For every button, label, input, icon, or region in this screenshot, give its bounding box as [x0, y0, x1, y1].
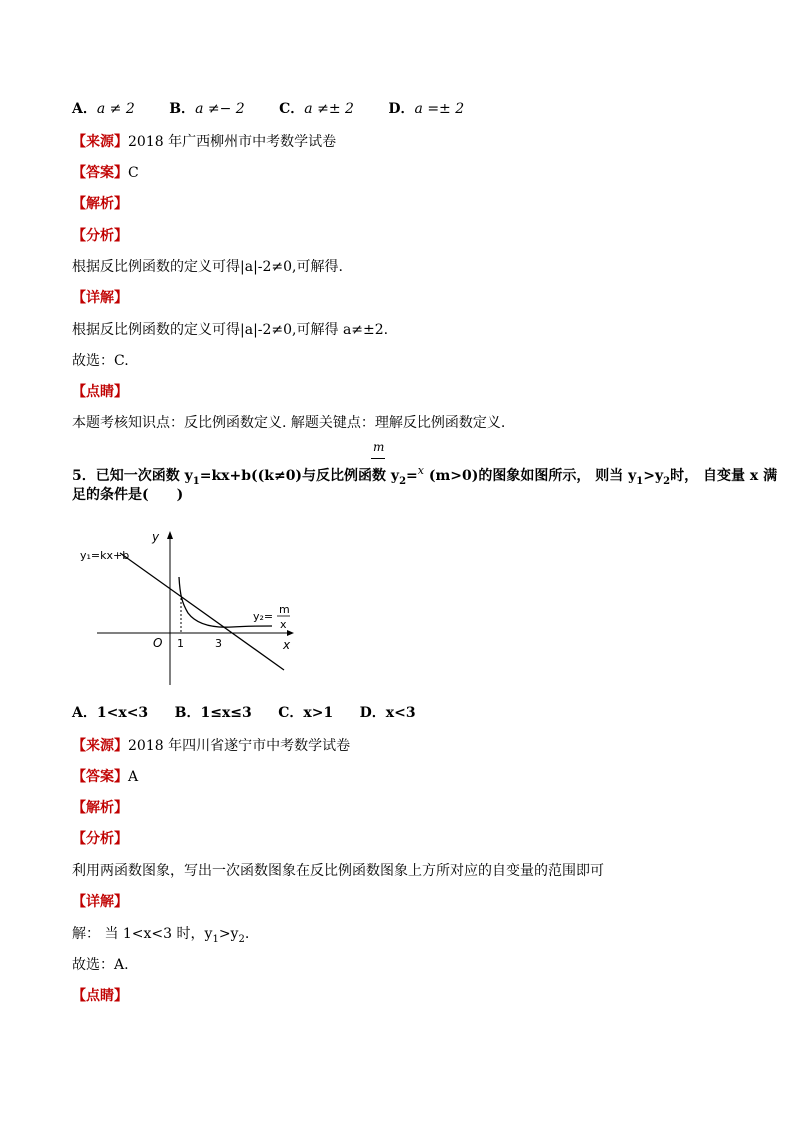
q5-analysis-tag: 【解析】 — [72, 800, 128, 816]
q5-choice-a: A．1<x<3 — [72, 705, 149, 721]
q4-answer-line — [72, 164, 139, 182]
q5-stem-line2: 足的条件是( ) — [72, 487, 184, 503]
q5-answer: A — [128, 769, 139, 785]
origin-label: O — [153, 636, 163, 650]
q5-source-tag: 【来源】 — [72, 738, 128, 754]
line-label: y₁=kx+b — [80, 549, 130, 562]
q5-choice-d: D．x<3 — [359, 705, 416, 721]
q4-choice-d: D．a =± 2 — [388, 101, 465, 117]
y-axis-label: y — [152, 530, 160, 544]
q4-choice-c: C．a ≠± 2 — [279, 101, 354, 117]
x-axis-arrow — [287, 630, 294, 636]
x-axis-label: x — [283, 638, 291, 652]
q5-choose: 故选：A. — [72, 957, 129, 973]
q4-answer-tag: 【答案】 — [72, 165, 128, 181]
q4-choice-b: B．a ≠− 2 — [169, 101, 245, 117]
q4-source: 2018 年广西柳州市中考数学试卷 — [128, 134, 337, 150]
q5-fenxi: 利用两函数图象，写出一次函数图象在反比例函数图象上方所对应的自变量的范围即可 — [72, 863, 604, 879]
q5-choice-b: B．1≤x≤3 — [174, 705, 252, 721]
tick-1-label: 1 — [177, 637, 184, 650]
q5-graph — [72, 525, 302, 690]
q4-detail: 根据反比例函数的定义可得|a|-2≠0,可解得 a≠±2. — [72, 322, 389, 338]
q4-source-tag: 【来源】 — [72, 134, 128, 150]
q5-source-line — [72, 737, 350, 755]
q4-comment: 本题考核知识点：反比例函数定义. 解题关键点：理解反比例函数定义. — [72, 415, 506, 431]
q5-answer-line — [72, 768, 138, 786]
curve-label-num: m — [279, 603, 290, 616]
y-axis-arrow — [167, 531, 173, 539]
q4-source-line — [72, 133, 336, 151]
q4-choices — [72, 100, 494, 118]
q5-detail: 解： 当 1<x<3 时，$y_1>y_2$. — [72, 926, 250, 945]
q5-choice-c: C．x>1 — [278, 705, 334, 721]
q5-stem-line1: 5．已知一次函数 $y_1=kx+b((k\ne 0)$与反比例函数 $y_2=^x$ (m>0)的图象如图所示， 则当 $y_1>y_2$时， 自变量 x 满 — [72, 464, 778, 487]
q4-answer: C — [128, 165, 139, 181]
q5-comment-tag: 【点睛】 — [72, 988, 128, 1004]
curve-label: y₂= — [253, 610, 274, 623]
q4-comment-tag: 【点睛】 — [72, 384, 128, 400]
q5-choices — [72, 704, 446, 722]
q5-source: 2018 年四川省遂宁市中考数学试卷 — [128, 738, 351, 754]
q5-frac-bar — [371, 458, 385, 459]
q4-choose: 故选：C. — [72, 353, 129, 369]
q4-detail-tag: 【详解】 — [72, 290, 128, 306]
q5-detail-tag: 【详解】 — [72, 894, 128, 910]
q4-fenxi: 根据反比例函数的定义可得|a|-2≠0,可解得. — [72, 259, 343, 275]
q5-frac-den: x — [417, 464, 424, 477]
q5-fenxi-tag: 【分析】 — [72, 831, 128, 847]
q4-choice-a: A．a ≠ 2 — [72, 101, 135, 117]
curve-label-den: x — [280, 618, 287, 631]
q5-answer-tag: 【答案】 — [72, 769, 128, 785]
q5-frac-num: m — [373, 440, 385, 454]
tick-3-label: 3 — [215, 637, 222, 650]
q4-fenxi-tag: 【分析】 — [72, 228, 128, 244]
q4-analysis-tag: 【解析】 — [72, 196, 128, 212]
